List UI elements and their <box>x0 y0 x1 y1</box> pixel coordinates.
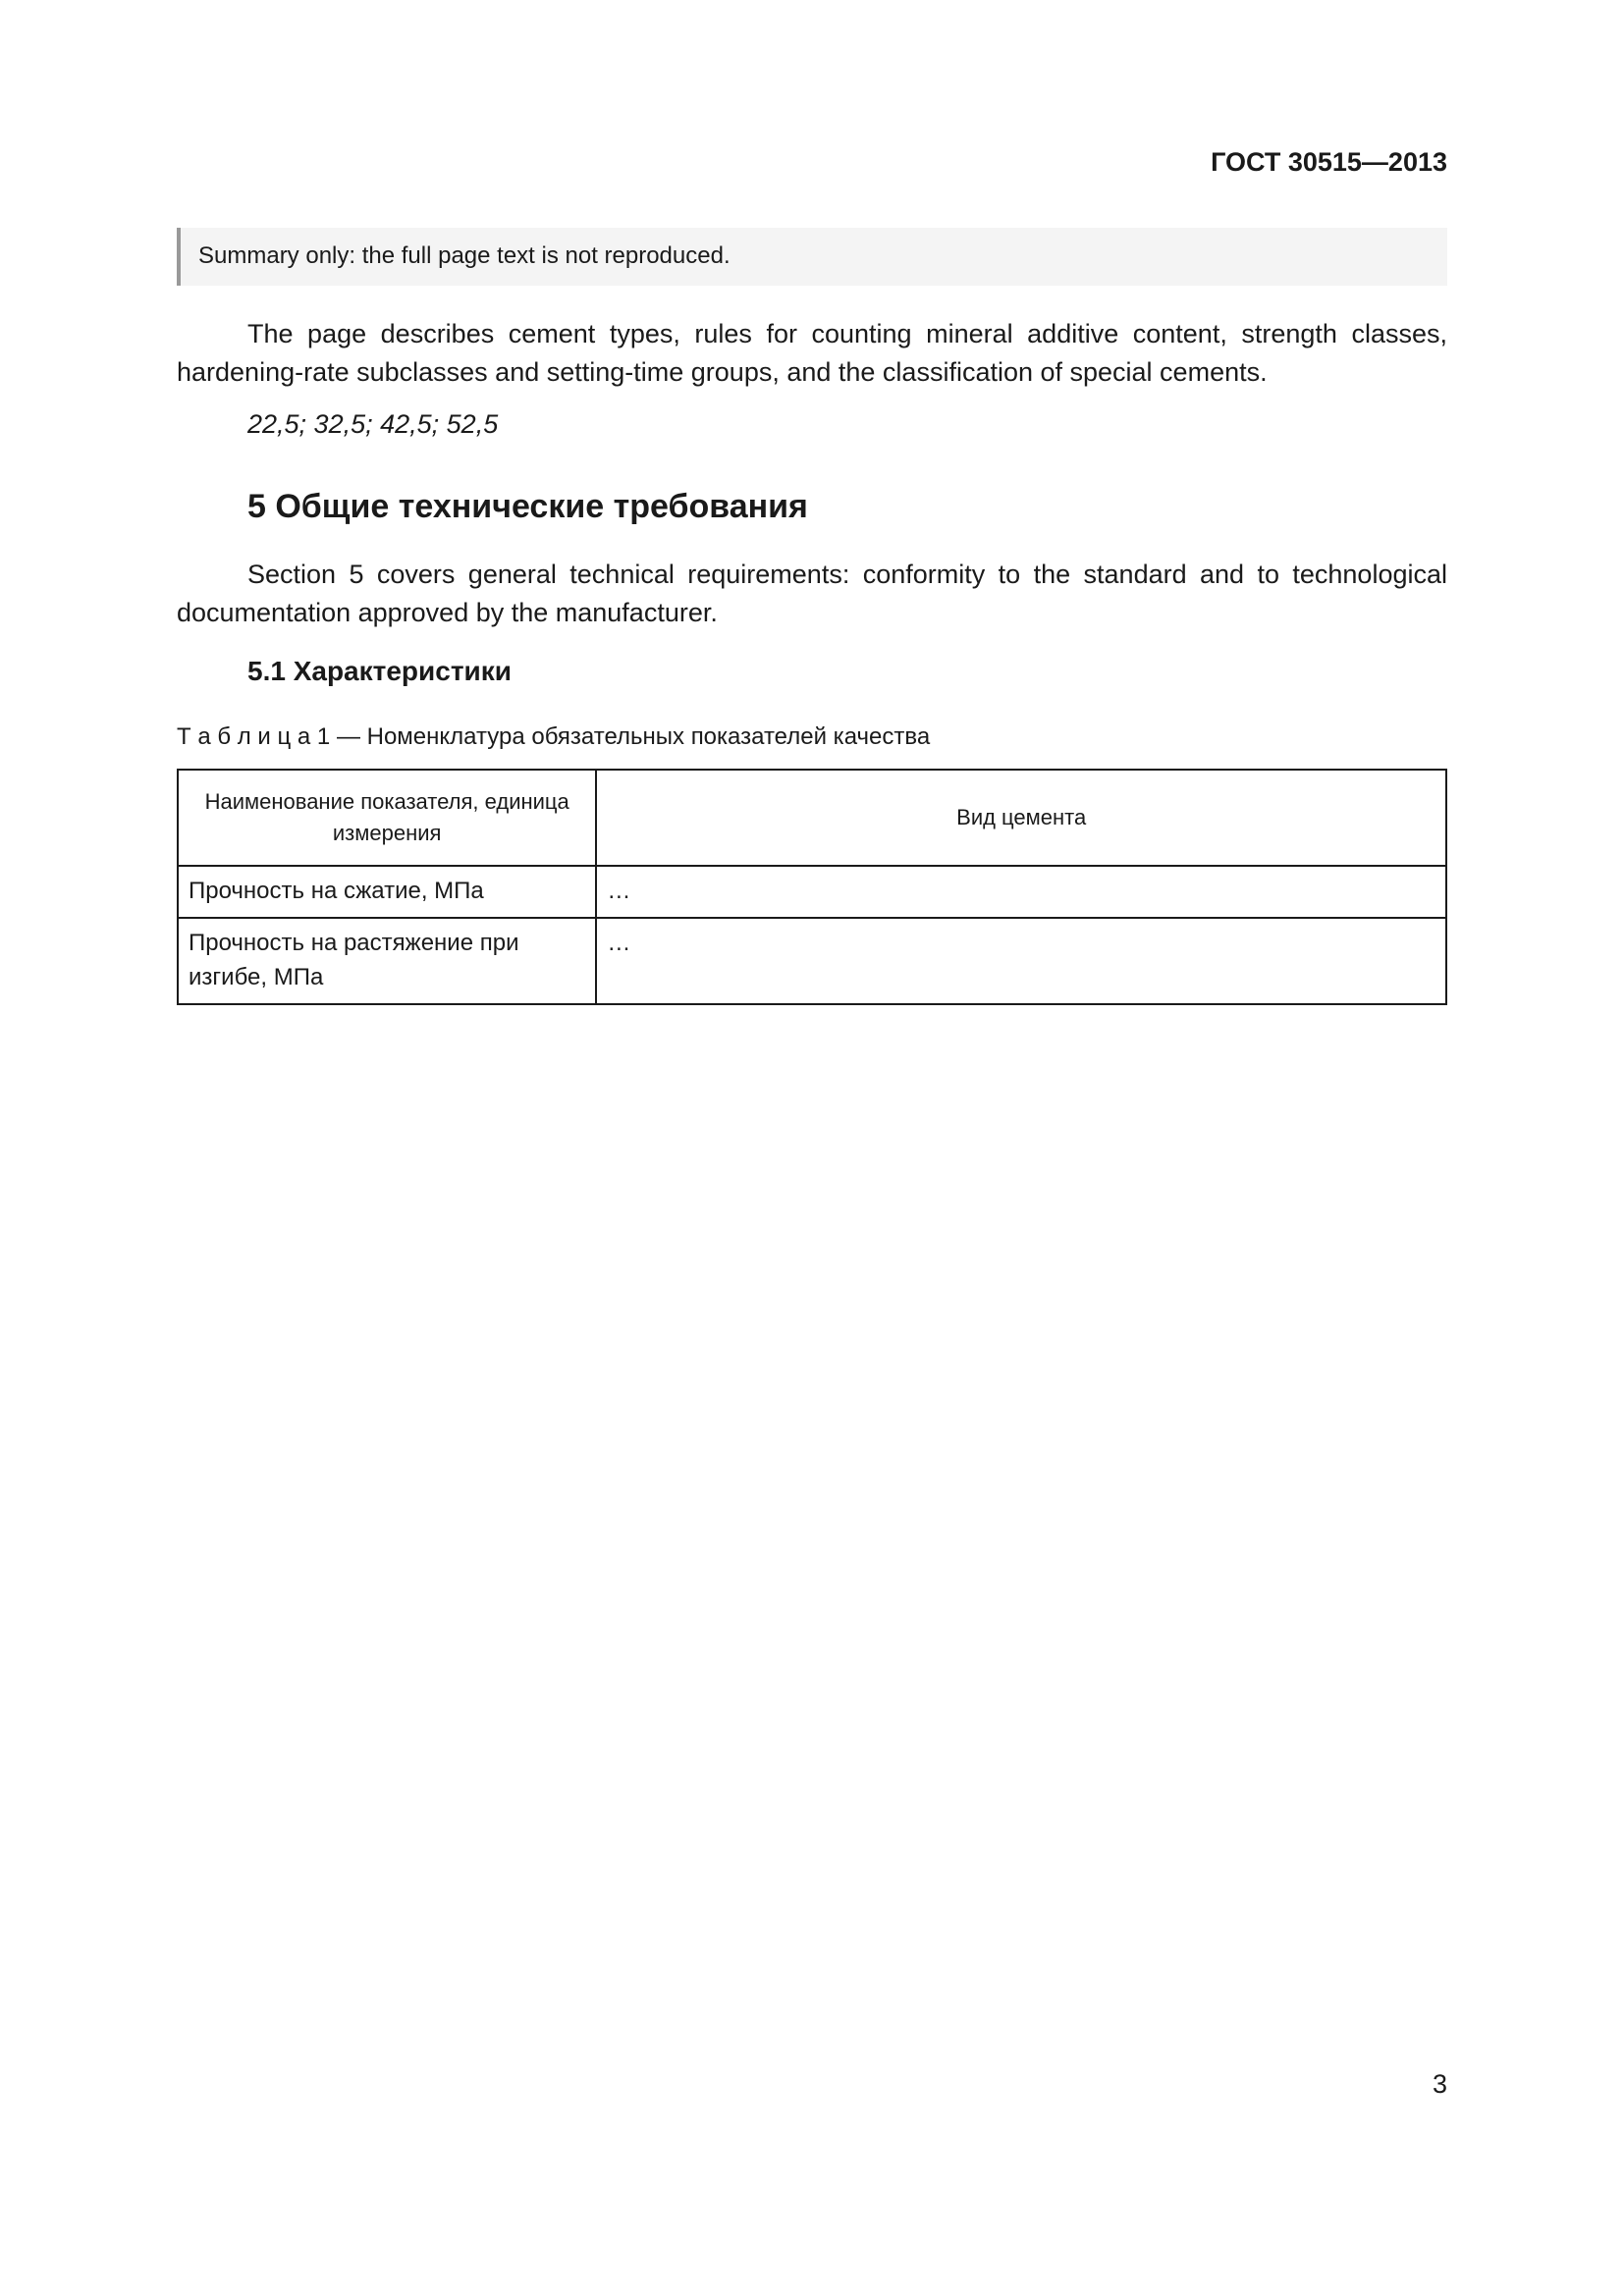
table-cell-indicator: Прочность на сжатие, МПа <box>178 866 596 918</box>
table-caption: Т а б л и ц а 1 — Номенклатура обязательных показателей качества <box>177 723 931 751</box>
summary-paragraph-1: The page describes cement types, rules for counting mineral additive content, strength classes, hardening-rate subclasses and setting-time groups, and the classification of special cements. <box>177 318 1447 387</box>
table-cell-cement-type: … <box>596 866 1446 918</box>
page-number: 3 <box>1432 2069 1447 2099</box>
table-header-row <box>178 770 1446 866</box>
table-cell-indicator: Прочность на растяжение при изгибе, МПа <box>178 918 596 1004</box>
table-cell-cement-type: … <box>596 918 1446 1004</box>
section-5-1-title: 5.1 Характеристики <box>247 655 512 686</box>
table-header-indicator: Наименование показателя, единица измерения <box>178 770 596 866</box>
table-row <box>178 918 1446 1004</box>
strength-classes-excerpt: 22,5; 32,5; 42,5; 52,5 <box>247 409 499 440</box>
section-5-title: 5 Общие технические требования <box>247 488 808 526</box>
page-body <box>177 228 1447 1005</box>
table-row <box>178 866 1446 918</box>
quality-indicators-table <box>177 769 1447 1004</box>
document-header: ГОСТ 30515—2013 <box>1211 147 1447 177</box>
summary-note: Summary only: the full page text is not reproduced. <box>177 228 1447 286</box>
table-header-cement-type: Вид цемента <box>596 770 1446 866</box>
summary-paragraph-2: Section 5 covers general technical requirements: conformity to the standard and to technological documentation approved by the manufacturer. <box>177 559 1447 627</box>
